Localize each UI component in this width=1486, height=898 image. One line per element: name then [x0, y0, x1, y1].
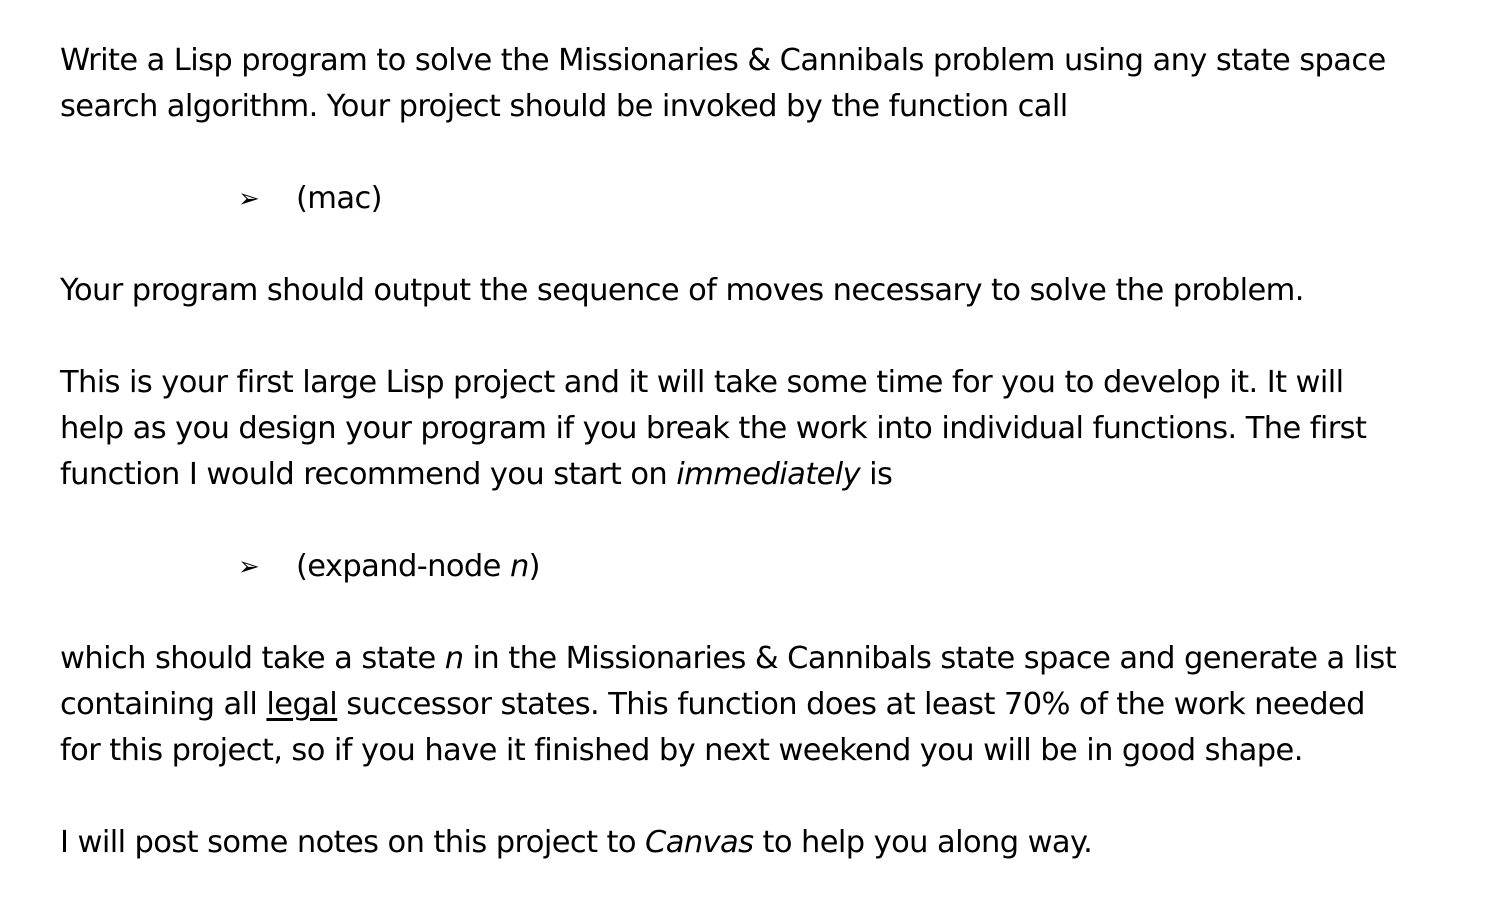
text-span: in the Missionaries & Cannibals state space and generate a list	[463, 641, 1397, 676]
text-span: which should take a state	[60, 641, 445, 676]
bullet-mac	[60, 176, 1460, 222]
text-line	[60, 636, 1460, 682]
underline-legal: legal	[266, 687, 338, 722]
paragraph-gap	[60, 590, 1460, 636]
text-line	[60, 820, 1460, 866]
paragraph-gap	[60, 130, 1460, 176]
text-line	[60, 452, 1460, 498]
emphasis-n: n	[509, 549, 529, 584]
text-span: (expand-node	[296, 549, 510, 584]
text-line: for this project, so if you have it finished by next weekend you will be in good shape.	[60, 733, 1303, 768]
text-span: successor states. This function does at least 70% of the work needed	[337, 687, 1365, 722]
text-span: )	[528, 549, 540, 584]
text-span: to help you along way.	[753, 825, 1093, 860]
arrow-bullet-icon: ➢	[238, 184, 260, 214]
emphasis-canvas: Canvas	[645, 825, 754, 860]
text-line: This is your first large Lisp project and it will take some time for you to develop it. It will	[60, 365, 1344, 400]
paragraph-intro	[60, 38, 1460, 130]
text-line	[60, 682, 1460, 728]
paragraph-first-project	[60, 360, 1460, 498]
bullet-expand-node	[60, 544, 1460, 590]
emphasis-n: n	[444, 641, 464, 676]
text-span: is	[860, 457, 893, 492]
paragraph-output	[60, 268, 1460, 314]
bullet-text: (mac)	[296, 181, 382, 216]
text-span: function I would recommend you start on	[60, 457, 677, 492]
paragraph-gap	[60, 222, 1460, 268]
bullet-text	[296, 544, 540, 590]
paragraph-gap	[60, 314, 1460, 360]
emphasis-immediately: immediately	[676, 457, 861, 492]
text-line: search algorithm. Your project should be invoked by the function call	[60, 89, 1068, 124]
text-span: I will post some notes on this project to	[60, 825, 646, 860]
paragraph-expand-node	[60, 636, 1460, 774]
text-span: containing all	[60, 687, 267, 722]
paragraph-canvas	[60, 820, 1460, 866]
arrow-bullet-icon: ➢	[238, 552, 260, 582]
text-line: help as you design your program if you break the work into individual functions. The first	[60, 411, 1367, 446]
document-body	[60, 38, 1460, 866]
paragraph-gap	[60, 498, 1460, 544]
text-line: Your program should output the sequence of moves necessary to solve the problem.	[60, 273, 1304, 308]
text-line: Write a Lisp program to solve the Missionaries & Cannibals problem using any state space	[60, 43, 1386, 78]
paragraph-gap	[60, 774, 1460, 820]
